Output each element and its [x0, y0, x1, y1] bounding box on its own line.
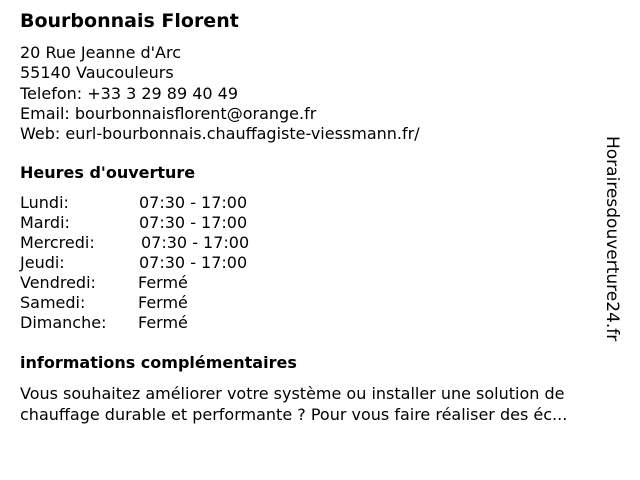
site-brand-vertical: Horairesdouverture24.fr — [602, 136, 622, 342]
hours-row-thursday — [20, 253, 340, 273]
day-label: Samedi: — [20, 293, 86, 312]
day-label: Mercredi: — [20, 233, 95, 252]
hours-value: Fermé — [138, 313, 188, 332]
phone-line: Telefon: +33 3 29 89 40 49 — [20, 84, 239, 103]
hours-row-friday — [20, 273, 340, 293]
day-label: Mardi: — [20, 213, 70, 232]
hours-value: 07:30 - 17:00 — [139, 193, 248, 212]
email-line: Email: bourbonnaisflorent@orange.fr — [20, 104, 317, 123]
day-label: Vendredi: — [20, 273, 96, 292]
hours-row-sunday — [20, 313, 340, 333]
day-label: Lundi: — [20, 193, 69, 212]
hours-value: Fermé — [138, 273, 188, 292]
business-name: Bourbonnais Florent — [20, 10, 239, 32]
hours-row-saturday — [20, 293, 340, 313]
day-label: Dimanche: — [20, 313, 107, 332]
info-heading: informations complémentaires — [20, 353, 297, 372]
hours-value: 07:30 - 17:00 — [139, 253, 248, 272]
street-address: 20 Rue Jeanne d'Arc — [20, 43, 182, 62]
hours-heading: Heures d'ouverture — [20, 163, 196, 182]
info-description: Vous souhaitez améliorer votre système ou installer une solution de chauffage durable et performante ? Pour vous faire réaliser des éc... — [20, 384, 568, 424]
web-line: Web: eurl-bourbonnais.chauffagiste-viessmann.fr/ — [20, 124, 420, 143]
hours-row-wednesday — [20, 233, 340, 253]
city-address: 55140 Vaucouleurs — [20, 63, 174, 82]
hours-value: 07:30 - 17:00 — [139, 213, 248, 232]
hours-row-tuesday — [20, 213, 340, 233]
hours-value: 07:30 - 17:00 — [141, 233, 250, 252]
hours-row-monday — [20, 193, 340, 213]
day-label: Jeudi: — [20, 253, 65, 272]
hours-value: Fermé — [138, 293, 188, 312]
